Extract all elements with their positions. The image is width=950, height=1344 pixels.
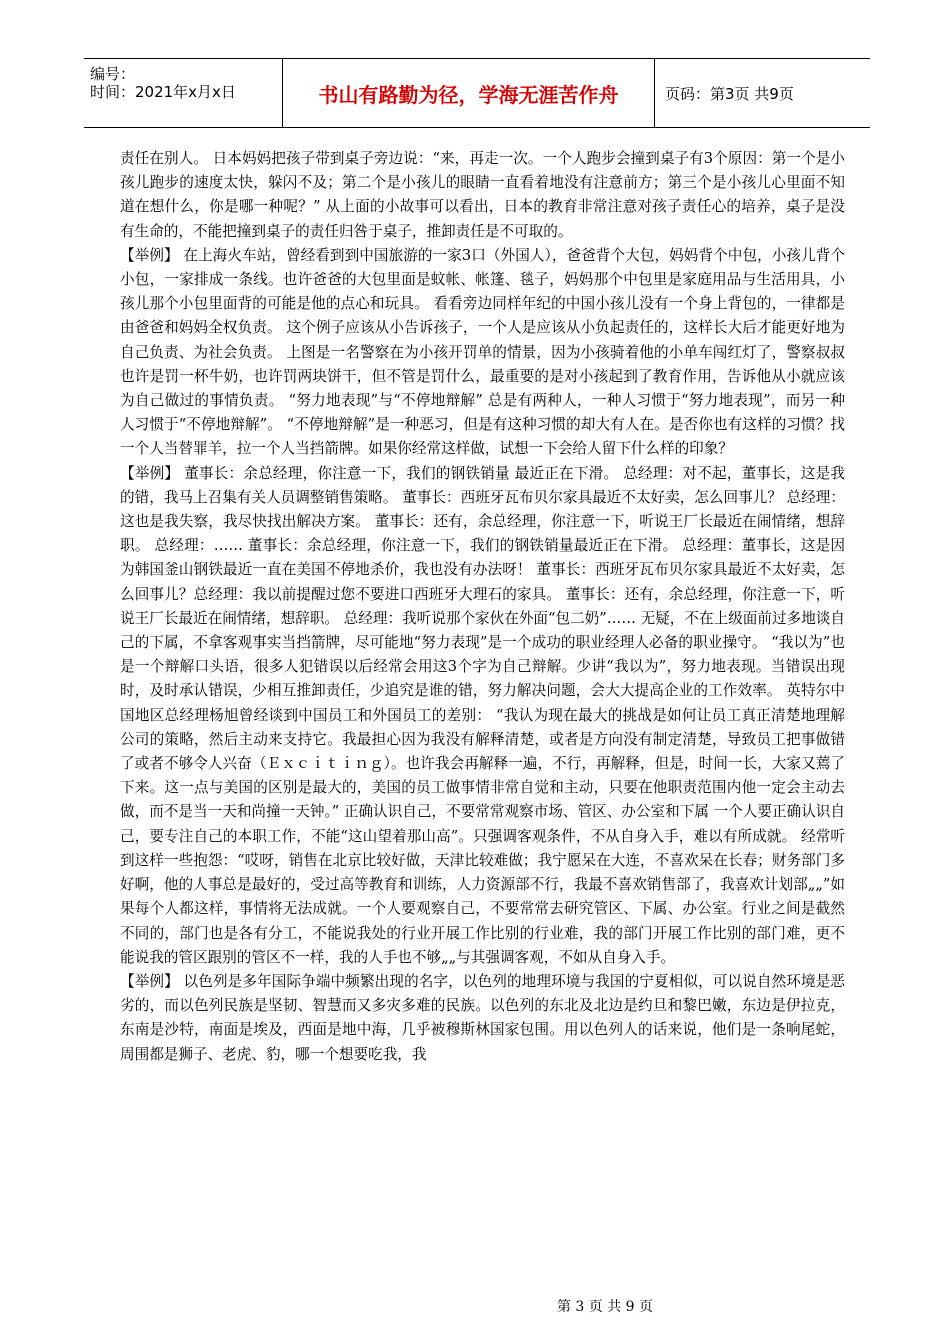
document-date: 时间：2021年x月x日: [90, 83, 236, 101]
header-motto: 书山有路勤为径，学海无涯苦作舟: [283, 59, 655, 127]
page-footer: 第 3 页 共 9 页: [556, 1299, 654, 1315]
header-page-info: 页码：第3页 共9页: [665, 84, 794, 103]
body-paragraph: 【举例】 在上海火车站，曾经看到到中国旅游的一家3口（外国人），爸爸背个大包，妈妈背个中包，小孩儿背个小包，一家排成一条线。也许爸爸的大包里面是蚊帐、帐篷、毯子，妈妈那个中包里是家庭用品与生活用具，小孩儿那个小包里面背的可能是他的点心和玩具。 看看旁边同样年纪的中国小孩儿没有一个身上背包的，一律都是由爸爸和妈妈全权负责。 这个例子应该从小告诉孩子，一个人是应该从小负起责任的，这样长大后才能更好地为自己负责、为社会负责。 上图是一名警察在为小孩开罚单的情景，因为小孩骑着他的小单车闯红灯了，警察叔叔也许是罚一杯牛奶，也许罚两块饼干，但不管是罚什么，最重要的是对小孩起到了教育作用，告诉他从小就应该为自己做过的事情负责。 “努力地表现”与“不停地辩解” 总是有两种人，一种人习惯于“努力地表现”，而另一种人习惯于“不停地辩解”。 “不停地辩解”是一种恶习，但是有这种习惯的却大有人在。是否你也有这样的习惯？找一个人当替罪羊，拉一个人当挡箭牌。如果你经常这样做，试想一下会给人留下什么样的印象？: [120, 246, 845, 458]
document-body: [120, 147, 845, 1067]
body-paragraph: 【举例】 以色列是多年国际争端中频繁出现的名字，以色列的地理环境与我国的宁夏相似，可以说自然环境是恶劣的，而以色列民族是坚韧、智慧而又多灾多难的民族。以色列的东北及北边是约旦和黎巴嫩，东边是伊拉克，东南是沙特，南面是埃及，西面是地中海，几乎被穆斯林国家包围。用以色列人的话来说，他们是一条响尾蛇，周围都是狮子、老虎、豹，哪一个想要吃我，我: [120, 972, 845, 1063]
document-number-label: 编号：: [90, 65, 136, 83]
body-paragraph: 【举例】 董事长：余总经理，你注意一下，我们的钢铁销量 最近正在下滑。 总经理：对不起，董事长，这是我的错，我马上召集有关人员调整销售策略。 董事长：西班牙瓦布贝尔家具最近不太好卖，怎么回事儿？ 总经理：这也是我失察，我尽快找出解决方案。 董事长：还有，余总经理，你注意一下，听说王厂长最近在闹情绪，想辞职。 总经理：…… 董事长：余总经理，你注意一下，我们的钢铁销量最近正在下滑。 总经理：董事长，这是因为韩国釜山钢铁最近一直在美国不停地杀价，我也没有办法呀！ 董事长：西班牙瓦布贝尔家具最近不太好卖，怎么回事儿？总经理：我以前提醒过您不要进口西班牙大理石的家具。 董事长：还有，余总经理，你注意一下，听说王厂长最近在闹情绪，想辞职。 总经理：我听说那个家伙在外面“包二奶”…… 无疑，不在上级面前过多地谈自己的下属，不拿客观事实当挡箭牌，尽可能地“努力表现”是一个成功的职业经理人必备的职业操守。 “我以为”也是一个辩解口头语，很多人犯错误以后经常会用这3个字为自己辩解。少讲“我以为”，努力地表现。当错误出现时，及时承认错误，少相互推卸责任，少追究是谁的错，努力解决问题，会大大提高企业的工作效率。 英特尔中国地区总经理杨旭曾经谈到中国员工和外国员工的差别： “我认为现在最大的挑战是如何让员工真正清楚地理解公司的策略，然后主动来支持它。我最担心因为我没有解释清楚，或者是方向没有制定清楚，导致员工把事做错了或者不够令人兴奋（Ｅｘｃｉｔｉｎｇ）。也许我会再解释一遍，不行，再解释，但是，时间一长，大家又蔫了下来。这一点与美国的区别是最大的，美国的员工做事情非常自觉和主动，只要在他职责范围内他一定会主动去做，而不是当一天和尚撞一天钟。” 正确认识自己，不要常常观察市场、管区、办公室和下属 一个人要正确认识自己，要专注自己的本职工作，不能“这山望着那山高”。只强调客观条件，不从自身入手，难以有所成就。 经常听到这样一些抱怨：“哎呀，销售在北京比较好做，天津比较难做；我宁愿呆在大连，不喜欢呆在长春；财务部门多好啊，他的人事总是最好的，受过高等教育和训练，人力资源部不行，我最不喜欢销售部了，我喜欢计划部„„”如果每个人都这样，事情将无法成就。一个人要观察自己，不要常常去研究管区、下属、办公室。行业之间是截然不同的，部门也是各有分工，不能说我处的行业开展工作比别的行业难，我的部门开展工作比别的部门难，更不能说我的管区跟别的管区不一样，我的人手也不够„„与其强调客观，不如从自身入手。: [120, 464, 845, 966]
page-header: [84, 58, 870, 128]
header-meta: [84, 59, 283, 127]
body-paragraph: 责任在别人。 日本妈妈把孩子带到桌子旁边说：“来，再走一次。一个人跑步会撞到桌子有3个原因：第一个是小孩儿跑步的速度太快，躲闪不及；第二个是小孩儿的眼睛一直看着地没有注意前方；第三个是小孩儿心里面不知道在想什么，你是哪一种呢？” 从上面的小故事可以看出，日本的教育非常注意对孩子责任心的培养，桌子是没有生命的，不能把撞到桌子的责任归咎于桌子，推卸责任是不可取的。: [120, 150, 845, 240]
